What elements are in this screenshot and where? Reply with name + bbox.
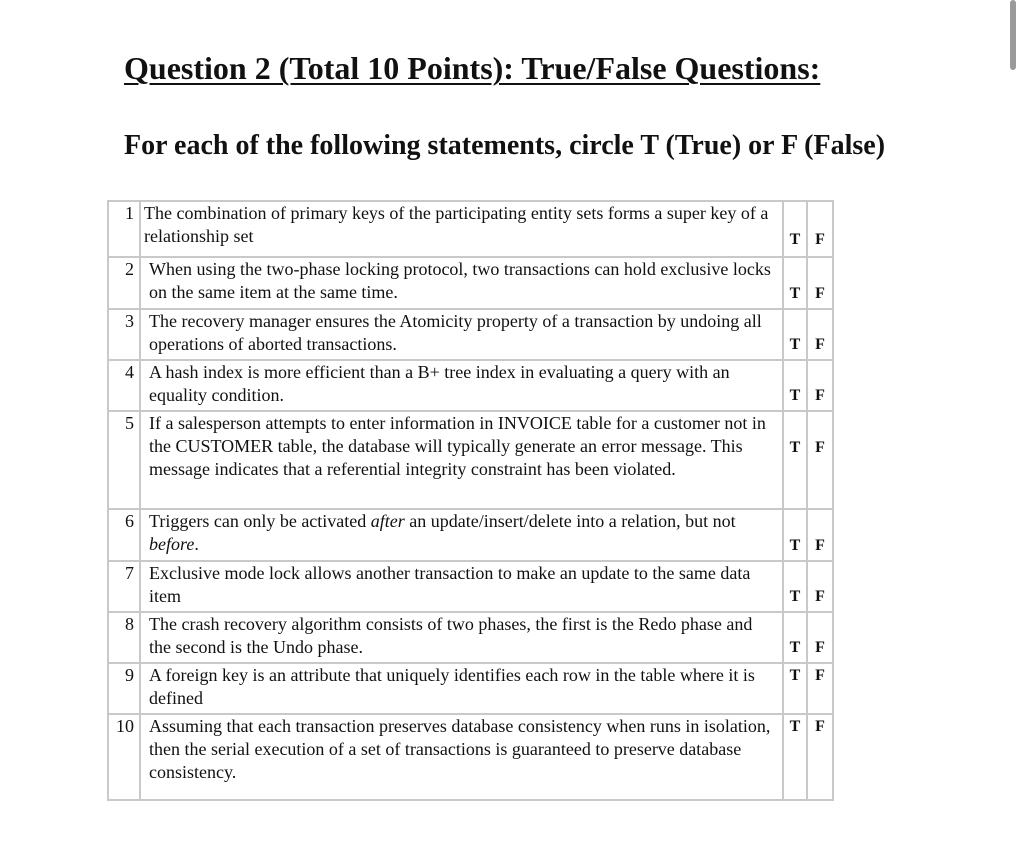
false-option[interactable]: F bbox=[807, 612, 833, 663]
question-text: A foreign key is an attribute that uniquely identifies each row in the table where it is defined bbox=[140, 663, 783, 714]
true-option[interactable]: T bbox=[783, 561, 807, 612]
question-text: If a salesperson attempts to enter information in INVOICE table for a customer not in the CUSTOMER table, the database will typically generate an error message. This message indicates that a referential integrity constraint has been violated. bbox=[140, 411, 783, 509]
question-number: 3 bbox=[108, 309, 140, 360]
table-row bbox=[108, 714, 833, 800]
table-row bbox=[108, 663, 833, 714]
question-text: Triggers can only be activated after an update/insert/delete into a relation, but not before. bbox=[140, 509, 783, 561]
instructions: For each of the following statements, circle T (True) or F (False) bbox=[124, 130, 886, 161]
emphasis-after: after bbox=[370, 511, 405, 531]
false-option[interactable]: F bbox=[807, 714, 833, 800]
question-text: A hash index is more efficient than a B+ tree index in evaluating a query with an equality condition. bbox=[140, 360, 783, 411]
table-row bbox=[108, 411, 833, 509]
true-option[interactable]: T bbox=[783, 714, 807, 800]
question-text: When using the two-phase locking protocol, two transactions can hold exclusive locks on the same item at the same time. bbox=[140, 257, 783, 309]
false-option[interactable]: F bbox=[807, 257, 833, 309]
false-option[interactable]: F bbox=[807, 509, 833, 561]
table-row bbox=[108, 201, 833, 257]
question-number: 9 bbox=[108, 663, 140, 714]
question-number: 10 bbox=[108, 714, 140, 800]
question-number: 4 bbox=[108, 360, 140, 411]
question-number: 6 bbox=[108, 509, 140, 561]
table-row bbox=[108, 360, 833, 411]
true-option[interactable]: T bbox=[783, 360, 807, 411]
true-option[interactable]: T bbox=[783, 309, 807, 360]
table-row bbox=[108, 561, 833, 612]
false-option[interactable]: F bbox=[807, 663, 833, 714]
question-text: Assuming that each transaction preserves database consistency when runs in isolation, then the serial execution of a set of transactions is guaranteed to preserve database consistency. bbox=[140, 714, 783, 800]
false-option[interactable]: F bbox=[807, 411, 833, 509]
true-option[interactable]: T bbox=[783, 201, 807, 257]
question-number: 7 bbox=[108, 561, 140, 612]
question-number: 8 bbox=[108, 612, 140, 663]
table-row bbox=[108, 509, 833, 561]
table-row bbox=[108, 612, 833, 663]
question-number: 1 bbox=[108, 201, 140, 257]
false-option[interactable]: F bbox=[807, 201, 833, 257]
question-text: The crash recovery algorithm consists of two phases, the first is the Redo phase and the second is the Undo phase. bbox=[140, 612, 783, 663]
true-option[interactable]: T bbox=[783, 411, 807, 509]
question-number: 5 bbox=[108, 411, 140, 509]
question-table bbox=[107, 200, 834, 801]
false-option[interactable]: F bbox=[807, 561, 833, 612]
table-row bbox=[108, 309, 833, 360]
true-option[interactable]: T bbox=[783, 612, 807, 663]
true-option[interactable]: T bbox=[783, 663, 807, 714]
question-number: 2 bbox=[108, 257, 140, 309]
emphasis-before: before bbox=[149, 534, 195, 554]
question-text: The combination of primary keys of the participating entity sets forms a super key of a relationship set bbox=[140, 201, 783, 257]
question-text: Exclusive mode lock allows another transaction to make an update to the same data item bbox=[140, 561, 783, 612]
true-option[interactable]: T bbox=[783, 257, 807, 309]
table-row bbox=[108, 257, 833, 309]
page-title: Question 2 (Total 10 Points): True/False Questions: bbox=[124, 50, 821, 86]
false-option[interactable]: F bbox=[807, 360, 833, 411]
question-text: The recovery manager ensures the Atomicity property of a transaction by undoing all operations of aborted transactions. bbox=[140, 309, 783, 360]
scrollbar[interactable] bbox=[1010, 0, 1016, 70]
false-option[interactable]: F bbox=[807, 309, 833, 360]
true-option[interactable]: T bbox=[783, 509, 807, 561]
